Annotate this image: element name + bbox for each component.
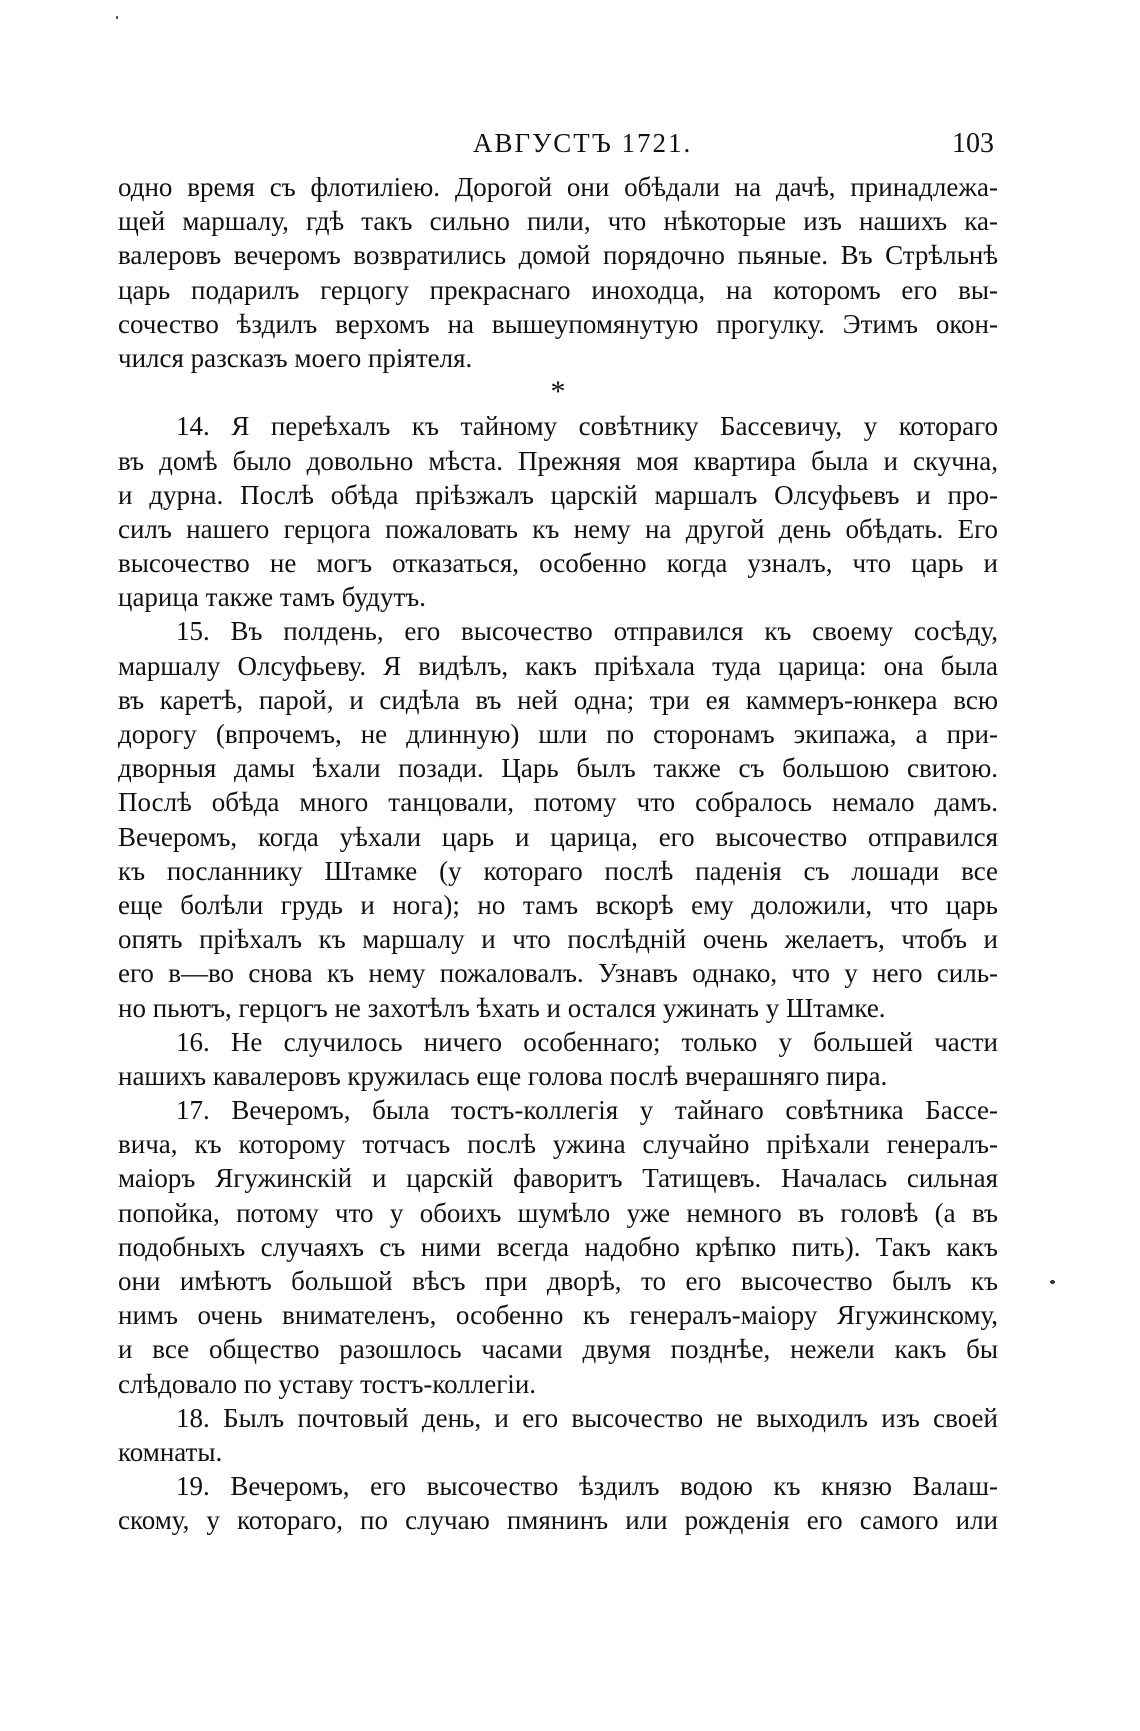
- entry-18: 18. Былъ почтовый день, и его высочество не выходилъ изъ своей: [176, 1402, 998, 1433]
- text-line: маіоръ Ягужинскій и царскій фаворитъ Татищевъ. Началась сильная: [118, 1163, 998, 1194]
- text-line: подобныхъ случаяхъ съ ними всегда надобно крѣпко пить). Такъ какъ: [118, 1231, 998, 1262]
- text-line: дорогу (впрочемъ, не длинную) шли по сторонамъ экипажа, а при-: [118, 719, 998, 749]
- page-header: [118, 128, 998, 168]
- text-line: скому, у котораго, по случаю пмянинъ или рожденія его самого или: [118, 1505, 998, 1536]
- text-line: одно время съ флотиліею. Дорогой они обѣдали на дачѣ, принадлежа-: [118, 172, 998, 202]
- text-line: дворныя дамы ѣхали позади. Царь былъ также съ большою свитою.: [118, 753, 998, 784]
- text-line: царь подарилъ герцогу прекраснаго иноходца, на которомъ его вы-: [118, 274, 998, 305]
- text-line: комнаты.: [118, 1436, 223, 1467]
- page-number: 103: [952, 128, 994, 159]
- text-line: сочество ѣздилъ верхомъ на вышеупомянутую прогулку. Этимъ окон-: [118, 308, 998, 339]
- text-line: они имѣютъ большой вѣсъ при дворѣ, то его высочество былъ къ: [118, 1266, 998, 1296]
- text-line: вича, къ которому тотчасъ послѣ ужина случайно пріѣхали генералъ-: [118, 1129, 998, 1160]
- text-line: еще болѣли грудь и нога); но тамъ вскорѣ ему доложили, что царь: [118, 889, 998, 920]
- text-line: нимъ очень внимателенъ, особенно къ генералъ-маіору Ягужинскому,: [118, 1300, 998, 1331]
- text-line: валеровъ вечеромъ возвратились домой порядочно пьяные. Въ Стрѣльнѣ: [118, 240, 998, 271]
- entry-16: 16. Не случилось ничего особеннаго; только у большей части: [176, 1026, 998, 1057]
- body-text: [118, 170, 998, 1538]
- text-line: чился разсказъ моего пріятеля.: [118, 342, 473, 373]
- text-line: царица также тамъ будутъ.: [118, 582, 426, 613]
- running-title: АВГУСТЪ 1721.: [473, 128, 693, 158]
- text-line: маршалу Олсуфьеву. Я видѣлъ, какъ пріѣхала туда царица: она была: [118, 650, 998, 681]
- entry-14: 14. Я переѣхалъ къ тайному совѣтнику Бассевичу, у котораго: [176, 411, 998, 442]
- text-line: Послѣ обѣда много танцовали, потому что собралось немало дамъ.: [118, 787, 998, 818]
- text-line: попойка, потому что у обоихъ шумѣло уже немного въ головѣ (а въ: [118, 1197, 998, 1228]
- entry-17: 17. Вечеромъ, была тостъ-коллегія у тайнаго совѣтника Бассе-: [176, 1095, 998, 1126]
- text-line: высочество не могъ отказаться, особенно когда узналъ, что царь и: [118, 548, 998, 579]
- text-line: въ домѣ было довольно мѣста. Прежняя моя квартира была и скучна,: [118, 445, 998, 476]
- text-line: и дурна. Послѣ обѣда пріѣзжалъ царскій маршалъ Олсуфьевъ и про-: [118, 479, 998, 510]
- entry-19: 19. Вечеромъ, его высочество ѣздилъ водою къ князю Валаш-: [176, 1471, 998, 1502]
- text-line: и все общество разошлось часами двумя позднѣе, нежели какъ бы: [118, 1334, 998, 1365]
- entry-15: 15. Въ полдень, его высочество отправился къ своему сосѣду,: [176, 616, 998, 647]
- text-line: щей маршалу, гдѣ такъ сильно пили, что нѣкоторые изъ нашихъ ка-: [118, 206, 998, 237]
- text-line: къ посланнику Штамке (у котораго послѣ паденія съ лошади все: [118, 855, 998, 886]
- text-line: опять пріѣхалъ къ маршалу и что послѣдній очень желаетъ, чтобъ и: [118, 924, 998, 955]
- section-asterisk: *: [550, 375, 566, 409]
- text-line: нашихъ кавалеровъ кружилась еще голова послѣ вчерашняго пира.: [118, 1060, 888, 1091]
- text-line: его в—во снова къ нему пожаловалъ. Узнавъ однако, что у него силь-: [118, 958, 998, 989]
- text-line: силъ нашего герцога пожаловать къ нему на другой день обѣдать. Его: [118, 513, 998, 544]
- text-line: слѣдовало по уставу тостъ-коллегіи.: [118, 1368, 537, 1399]
- text-line: но пьютъ, герцогъ не захотѣлъ ѣхать и остался ужинать у Штамке.: [118, 992, 886, 1023]
- text-line: Вечеромъ, когда уѣхали царь и царица, его высочество отправился: [118, 821, 998, 852]
- scan-speck: [116, 16, 118, 19]
- document-page: [118, 128, 998, 1538]
- scan-speck: [1050, 1280, 1055, 1284]
- text-line: въ каретѣ, парой, и сидѣла въ ней одна; три ея каммеръ-юнкера всю: [118, 684, 998, 715]
